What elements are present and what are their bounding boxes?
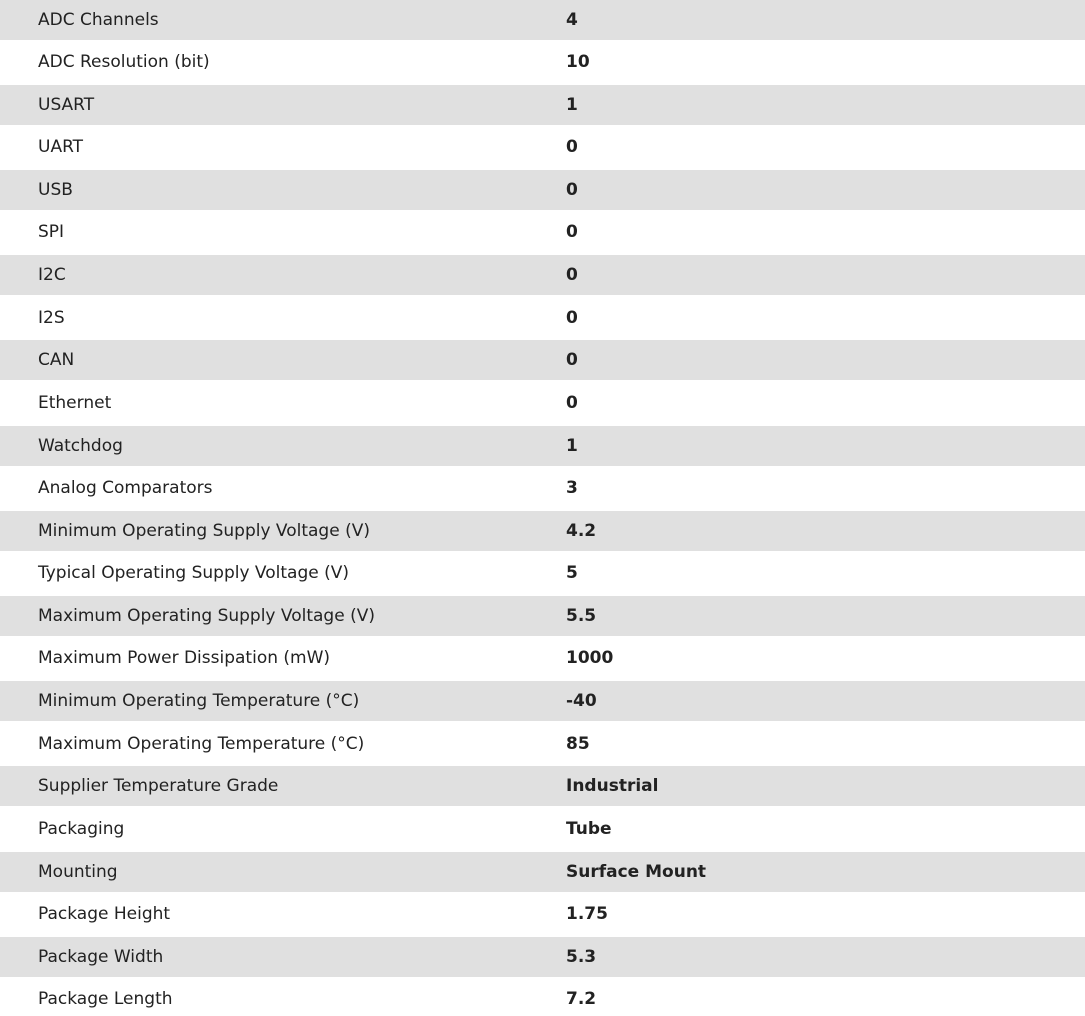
spec-row [0, 382, 1085, 425]
spec-row [0, 426, 1085, 466]
spec-row [0, 893, 1085, 936]
spec-row [0, 85, 1085, 125]
spec-value: 1.75 [566, 904, 608, 925]
spec-label: CAN [38, 350, 75, 371]
spec-row [0, 511, 1085, 551]
spec-value: 0 [566, 350, 578, 371]
spec-value: 3 [566, 478, 578, 499]
spec-value: 1 [566, 94, 578, 115]
spec-value: 7.2 [566, 989, 597, 1010]
spec-label: Ethernet [38, 392, 112, 413]
spec-value: 0 [566, 307, 578, 328]
spec-label: Typical Operating Supply Voltage (V) [38, 563, 349, 584]
spec-row [0, 681, 1085, 721]
spec-value: Industrial [566, 776, 659, 797]
spec-label: Watchdog [38, 435, 123, 456]
spec-row [0, 255, 1085, 295]
spec-label: Analog Comparators [38, 478, 213, 499]
spec-row [0, 766, 1085, 806]
spec-value: 0 [566, 265, 578, 286]
spec-row [0, 852, 1085, 892]
spec-label: Maximum Power Dissipation (mW) [38, 648, 331, 669]
spec-row [0, 41, 1085, 84]
spec-value: 1000 [566, 648, 614, 669]
spec-value: 4.2 [566, 520, 597, 541]
spec-label: Packaging [38, 818, 125, 839]
spec-row [0, 596, 1085, 636]
spec-label: I2C [38, 265, 66, 286]
spec-row [0, 552, 1085, 595]
spec-value: -40 [566, 691, 597, 712]
spec-label: ADC Resolution (bit) [38, 52, 210, 73]
spec-label: Supplier Temperature Grade [38, 776, 279, 797]
spec-label: Maximum Operating Supply Voltage (V) [38, 605, 375, 626]
spec-label: Package Height [38, 904, 171, 925]
spec-row [0, 808, 1085, 851]
spec-label: Maximum Operating Temperature (°C) [38, 733, 365, 754]
spec-row [0, 340, 1085, 380]
spec-row [0, 126, 1085, 169]
spec-value: 5.3 [566, 946, 597, 967]
spec-label: I2S [38, 307, 65, 328]
spec-value: 0 [566, 392, 578, 413]
spec-row [0, 296, 1085, 339]
spec-label: Minimum Operating Supply Voltage (V) [38, 520, 370, 541]
spec-label: USART [38, 94, 95, 115]
spec-value: 0 [566, 222, 578, 243]
spec-value: 4 [566, 9, 578, 30]
spec-label: Package Length [38, 989, 173, 1010]
spec-value: 0 [566, 179, 578, 200]
spec-value: 10 [566, 52, 590, 73]
spec-row [0, 211, 1085, 254]
spec-label: Mounting [38, 861, 118, 882]
spec-value: 5 [566, 563, 578, 584]
spec-value: 1 [566, 435, 578, 456]
spec-value: Surface Mount [566, 861, 707, 882]
spec-label: USB [38, 179, 73, 200]
spec-label: Package Width [38, 946, 164, 967]
spec-row [0, 467, 1085, 510]
spec-label: UART [38, 137, 84, 158]
spec-value: 5.5 [566, 605, 597, 626]
spec-value: 0 [566, 137, 578, 158]
spec-label: Minimum Operating Temperature (°C) [38, 691, 360, 712]
spec-row [0, 937, 1085, 977]
spec-row [0, 170, 1085, 210]
spec-row [0, 722, 1085, 765]
spec-row [0, 978, 1085, 1016]
spec-value: Tube [566, 818, 612, 839]
spec-value: 85 [566, 733, 590, 754]
spec-label: SPI [38, 222, 65, 243]
spec-row [0, 0, 1085, 40]
spec-row [0, 637, 1085, 680]
spec-label: ADC Channels [38, 9, 159, 30]
